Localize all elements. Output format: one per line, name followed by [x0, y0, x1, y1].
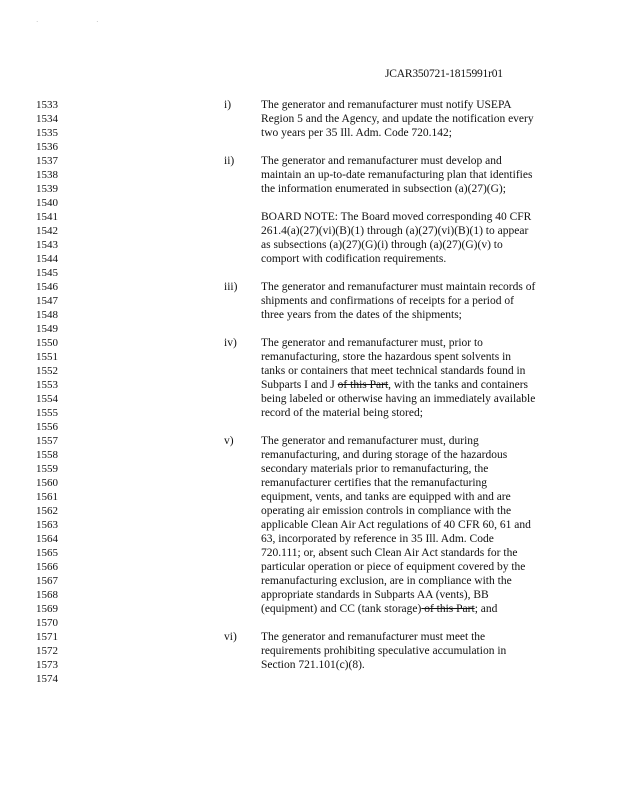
struck-text: of this Part [337, 379, 389, 391]
text-line: equipment, vents, and tanks are equipped with and are [261, 491, 511, 503]
text-line: requirements prohibiting speculative accumulation in [261, 645, 507, 657]
line-number: 1567 [36, 575, 58, 587]
item-iv-text [261, 336, 561, 420]
text-segment: Subparts I and J [261, 379, 338, 391]
line-number: 1544 [36, 253, 58, 265]
item-marker-iii: iii) [224, 281, 238, 293]
line-number: 1564 [36, 533, 58, 545]
line-number: 1562 [36, 505, 58, 517]
line-number: 1542 [36, 225, 58, 237]
line-number: 1533 [36, 99, 58, 111]
line-number: 1538 [36, 169, 58, 181]
text-line: maintain an up-to-date remanufacturing plan that identifies [261, 169, 533, 181]
text-line: Region 5 and the Agency, and update the notification every [261, 113, 534, 125]
text-line: The generator and remanufacturer must meet the [261, 631, 486, 643]
line-number: 1548 [36, 309, 58, 321]
line-number: 1574 [36, 673, 58, 685]
text-segment: (equipment) and CC (tank storage) [261, 603, 422, 615]
line-number: 1555 [36, 407, 58, 419]
line-number: 1537 [36, 155, 58, 167]
item-marker-i: i) [224, 99, 232, 111]
line-number: 1563 [36, 519, 58, 531]
text-line: The generator and remanufacturer must, prior to [261, 337, 483, 349]
line-number: 1552 [36, 365, 58, 377]
struck-text: of this Part [421, 603, 475, 615]
line-number: 1535 [36, 127, 58, 139]
line-number: 1557 [36, 435, 58, 447]
text-line: being labeled or otherwise having an immediately available [261, 393, 536, 405]
text-line [261, 602, 561, 616]
line-number: 1536 [36, 141, 58, 153]
line-numbers-column [36, 98, 66, 686]
line-number: 1554 [36, 393, 58, 405]
line-number: 1540 [36, 197, 58, 209]
item-ii-text [261, 154, 561, 196]
text-line: particular operation or piece of equipment covered by the [261, 561, 526, 573]
item-marker-iv: iv) [224, 337, 237, 349]
board-note [261, 210, 561, 266]
text-line: remanufacturing, and during storage of the hazardous [261, 449, 508, 461]
item-marker-vi: vi) [224, 631, 237, 643]
text-line: tanks or containers that meet technical standards found in [261, 365, 526, 377]
text-line: 261.4(a)(27)(vi)(B)(1) through (a)(27)(vi)(B)(1) to appear [261, 225, 529, 237]
line-number: 1570 [36, 617, 58, 629]
text-line: Section 721.101(c)(8). [261, 659, 365, 671]
line-number: 1566 [36, 561, 58, 573]
line-number: 1559 [36, 463, 58, 475]
line-number: 1573 [36, 659, 58, 671]
text-line: three years from the dates of the shipments; [261, 309, 462, 321]
line-number: 1568 [36, 589, 58, 601]
text-line: BOARD NOTE: The Board moved corresponding 40 CFR [261, 211, 532, 223]
line-number: 1556 [36, 421, 58, 433]
text-line: 63, incorporated by reference in 35 Ill. Adm. Code [261, 533, 494, 545]
text-line [261, 378, 561, 392]
text-segment: , with the tanks and containers [388, 379, 529, 391]
item-vi-text [261, 630, 561, 672]
line-number: 1553 [36, 379, 58, 391]
line-number: 1560 [36, 477, 58, 489]
text-line: remanufacturer certifies that the remanufacturing [261, 477, 488, 489]
line-number: 1546 [36, 281, 58, 293]
line-number: 1541 [36, 211, 58, 223]
item-marker-v: v) [224, 435, 234, 447]
text-line: The generator and remanufacturer must develop and [261, 155, 502, 167]
line-number: 1547 [36, 295, 58, 307]
line-number: 1571 [36, 631, 58, 643]
item-iii-text [261, 280, 561, 322]
text-line: record of the material being stored; [261, 407, 423, 419]
item-i-text [261, 98, 561, 140]
text-line: the information enumerated in subsection (a)(27)(G); [261, 183, 506, 195]
line-number: 1549 [36, 323, 58, 335]
text-line: The generator and remanufacturer must notify USEPA [261, 99, 512, 111]
document-header-id: JCAR350721-1815991r01 [385, 68, 503, 80]
line-number: 1565 [36, 547, 58, 559]
text-line: applicable Clean Air Act regulations of 40 CFR 60, 61 and [261, 519, 531, 531]
line-number: 1572 [36, 645, 58, 657]
item-v-text [261, 434, 561, 616]
text-line: secondary materials prior to remanufacturing, the [261, 463, 489, 475]
line-number: 1569 [36, 603, 58, 615]
text-line: remanufacturing exclusion, are in compliance with the [261, 575, 512, 587]
line-number: 1561 [36, 491, 58, 503]
line-number: 1543 [36, 239, 58, 251]
line-number: 1558 [36, 449, 58, 461]
item-marker-ii: ii) [224, 155, 235, 167]
line-number: 1534 [36, 113, 58, 125]
text-line: remanufacturing, store the hazardous spent solvents in [261, 351, 512, 363]
line-number: 1550 [36, 337, 58, 349]
text-line: The generator and remanufacturer must, during [261, 435, 479, 447]
corner-marks: · · [36, 18, 127, 26]
text-line: appropriate standards in Subparts AA (vents), BB [261, 589, 489, 601]
text-line: comport with codification requirements. [261, 253, 447, 265]
text-line: The generator and remanufacturer must maintain records of [261, 281, 536, 293]
text-line: shipments and confirmations of receipts for a period of [261, 295, 514, 307]
text-segment: ; and [474, 603, 498, 615]
text-line: 720.111; or, absent such Clean Air Act standards for the [261, 547, 518, 559]
text-line: operating air emission controls in compliance with the [261, 505, 512, 517]
line-number: 1539 [36, 183, 58, 195]
text-line: two years per 35 Ill. Adm. Code 720.142; [261, 127, 453, 139]
text-line: as subsections (a)(27)(G)(i) through (a)(27)(G)(v) to [261, 239, 503, 251]
line-number: 1545 [36, 267, 58, 279]
line-number: 1551 [36, 351, 58, 363]
